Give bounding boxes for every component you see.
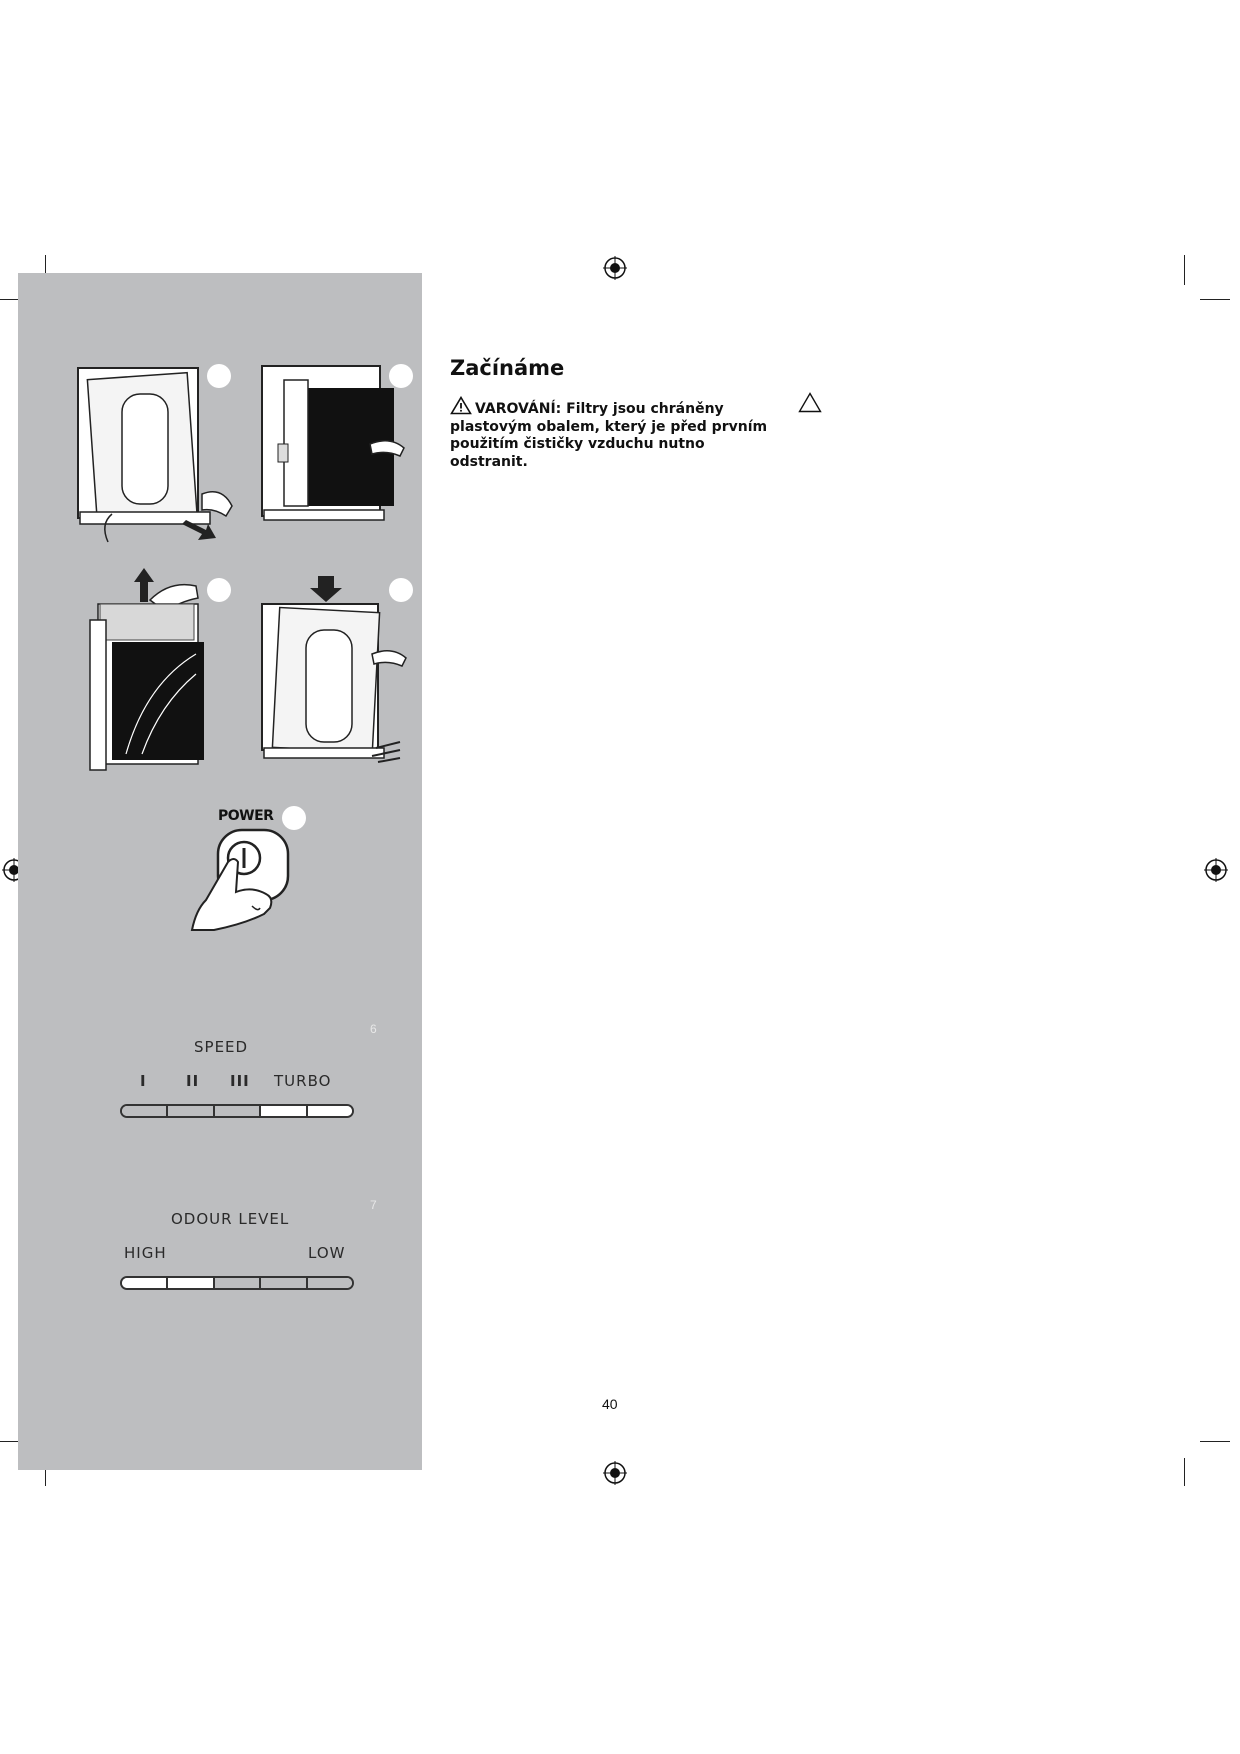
led-segment xyxy=(308,1278,352,1288)
speed-level-label: III xyxy=(230,1072,250,1090)
warning-label: VAROVÁNÍ: xyxy=(475,401,562,417)
page-number: 40 xyxy=(602,1396,618,1412)
led-segment xyxy=(261,1278,307,1288)
filter-lift-illustration xyxy=(86,564,226,774)
section-heading: Začínáme xyxy=(450,356,565,380)
purifier-remove-front-illustration xyxy=(72,364,242,544)
power-label: POWER xyxy=(218,808,274,824)
step-marker xyxy=(389,578,413,602)
crop-mark xyxy=(1200,1441,1230,1442)
odour-low-label: LOW xyxy=(308,1244,346,1262)
led-segment xyxy=(215,1106,261,1116)
purifier-insert-filter-illustration xyxy=(258,364,418,524)
crop-mark xyxy=(1200,299,1230,300)
power-button-press-illustration xyxy=(190,826,300,934)
speed-level-label: TURBO xyxy=(274,1072,332,1090)
crop-mark xyxy=(1184,255,1185,285)
step-marker xyxy=(207,364,231,388)
registration-mark-icon xyxy=(603,1461,627,1485)
led-segment xyxy=(308,1106,352,1116)
odour-led-bar xyxy=(120,1276,354,1290)
purifier-replace-front-illustration xyxy=(258,572,418,772)
registration-mark-icon xyxy=(603,256,627,280)
warning-triangle-icon xyxy=(798,392,822,413)
odour-high-label: HIGH xyxy=(124,1244,167,1262)
step-marker xyxy=(207,578,231,602)
figure-number: 6 xyxy=(370,1022,377,1036)
led-segment xyxy=(261,1106,307,1116)
led-segment xyxy=(122,1106,168,1116)
registration-mark-icon xyxy=(1204,858,1228,882)
warning-text: Filtry jsou chráněny plastovým obalem, který je před prvním použitím čističky vzduchu nutno odstranit. xyxy=(450,401,768,470)
speed-led-bar xyxy=(120,1104,354,1118)
warning-triangle-icon xyxy=(450,396,472,415)
odour-title: ODOUR LEVEL xyxy=(171,1210,290,1228)
speed-level-label: II xyxy=(186,1072,200,1090)
figure-number: 7 xyxy=(370,1198,377,1212)
step-marker xyxy=(389,364,413,388)
led-segment xyxy=(168,1106,214,1116)
led-segment xyxy=(215,1278,261,1288)
warning-paragraph xyxy=(450,396,770,471)
speed-level-label: I xyxy=(140,1072,147,1090)
led-segment xyxy=(122,1278,168,1288)
crop-mark xyxy=(1184,1458,1185,1486)
step-marker xyxy=(282,806,306,830)
led-segment xyxy=(168,1278,214,1288)
speed-title: SPEED xyxy=(194,1038,249,1056)
